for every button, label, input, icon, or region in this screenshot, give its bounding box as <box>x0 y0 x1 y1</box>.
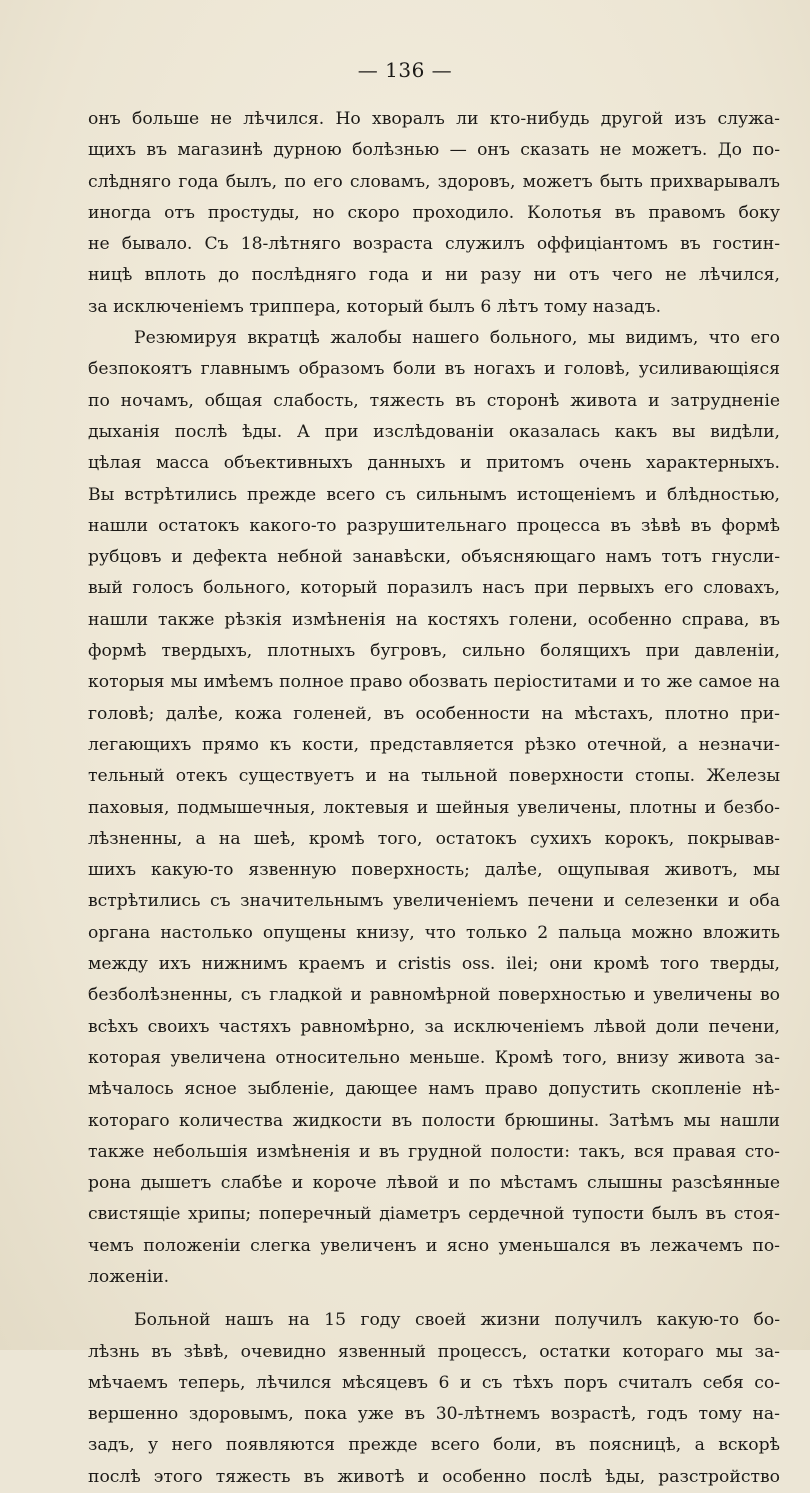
text-line: ложеніи. <box>88 1266 170 1287</box>
body-text <box>88 104 780 1493</box>
text-line: за исключеніемъ триппера, который былъ 6 лѣтъ тому назадъ. <box>88 296 662 317</box>
paragraph <box>88 323 780 1293</box>
text-line: рубцовъ и дефекта небной занавѣски, объясняющаго намъ тотъ гнусли- <box>88 547 780 568</box>
text-line: задъ, у него появляются прежде всего боли, въ поясницѣ, а вскорѣ <box>88 1435 780 1456</box>
text-line: котораго количества жидкости въ полости брюшины. Затѣмъ мы нашли <box>88 1110 780 1131</box>
text-line: не бывало. Съ 18-лѣтняго возраста служилъ оффиціантомъ въ гостин- <box>88 234 780 255</box>
text-line: ницѣ вплоть до послѣдняго года и ни разу ни отъ чего не лѣчился, <box>88 265 780 286</box>
text-line: всѣхъ своихъ частяхъ равномѣрно, за исключеніемъ лѣвой доли печени, <box>88 1016 780 1037</box>
text-line: послѣ этого тяжесть въ животѣ и особенно послѣ ѣды, разстройство <box>88 1466 780 1487</box>
paragraph <box>88 1305 780 1493</box>
text-line: которыя мы имѣемъ полное право обозвать періоститами и то же самое на <box>88 672 780 693</box>
text-line: лѣзненны, а на шеѣ, кромѣ того, остатокъ сухихъ корокъ, покрывав- <box>88 828 780 849</box>
page-number: — 136 — <box>357 58 453 82</box>
text-line: Больной нашъ на 15 году своей жизни получилъ какую-то бо- <box>134 1310 780 1331</box>
text-line: мѣчалось ясное зыбленіе, дающее намъ право допустить скопленіе нѣ- <box>88 1079 780 1100</box>
text-line: чемъ положеніи слегка увеличенъ и ясно уменьшался въ лежачемъ по- <box>88 1235 780 1256</box>
text-line: безпокоятъ главнымъ образомъ боли въ ногахъ и головѣ, усиливающіяся <box>88 359 780 380</box>
text-line: цѣлая масса объективныхъ данныхъ и притомъ очень характерныхъ. <box>88 453 780 474</box>
text-line: тельный отекъ существуетъ и на тыльной поверхности стопы. Железы <box>88 766 780 787</box>
text-line: также небольшія измѣненія и въ грудной полости: такъ, вся правая сто- <box>88 1141 780 1162</box>
text-line: рона дышетъ слабѣе и короче лѣвой и по мѣстамъ слышны разсѣянные <box>88 1173 780 1194</box>
text-line: мѣчаемъ теперь, лѣчился мѣсяцевъ 6 и съ тѣхъ поръ считалъ себя со- <box>88 1372 780 1393</box>
text-line: Вы встрѣтились прежде всего съ сильнымъ истощеніемъ и блѣдностью, <box>88 484 780 505</box>
text-line: лѣзнь въ зѣвѣ, очевидно язвенный процессъ, остатки котораго мы за- <box>88 1341 780 1362</box>
text-line: нашли также рѣзкія измѣненія на костяхъ голени, особенно справа, въ <box>88 609 780 630</box>
text-line: головѣ; далѣе, кожа голеней, въ особенности на мѣстахъ, плотно при- <box>88 703 780 724</box>
text-line: иногда отъ простуды, но скоро проходило. Колотья въ правомъ боку <box>88 202 780 223</box>
text-line: между ихъ нижнимъ краемъ и cristis oss. ilei; они кромѣ того тверды, <box>88 954 780 975</box>
text-line: слѣдняго года былъ, по его словамъ, здоровъ, можетъ быть прихварывалъ <box>88 171 780 192</box>
text-line: которая увеличена относительно меньше. Кромѣ того, внизу живота за- <box>88 1047 780 1068</box>
text-line: вершенно здоровымъ, пока уже въ 30-лѣтнемъ возрастѣ, годъ тому на- <box>88 1404 780 1425</box>
text-line: безболѣзненны, съ гладкой и равномѣрной поверхностью и увеличены во <box>88 985 780 1006</box>
text-line: встрѣтились съ значительнымъ увеличеніемъ печени и селезенки и оба <box>88 891 780 912</box>
text-line: легающихъ прямо къ кости, представляется рѣзко отечной, а незначи- <box>88 734 780 755</box>
text-line: щихъ въ магазинѣ дурною болѣзнью — онъ сказать не можетъ. До по- <box>88 140 780 161</box>
text-line: по ночамъ, общая слабость, тяжесть въ сторонѣ живота и затрудненіе <box>88 390 780 411</box>
text-line: вый голосъ больного, который поразилъ насъ при первыхъ его словахъ, <box>88 578 780 599</box>
text-line: Резюмируя вкратцѣ жалобы нашего больного, мы видимъ, что его <box>134 328 780 349</box>
text-line: онъ больше не лѣчился. Но хворалъ ли кто-нибудь другой изъ служа- <box>88 109 780 129</box>
text-line: нашли остатокъ какого-то разрушительнаго процесса въ зѣвѣ въ формѣ <box>88 515 780 536</box>
text-line: формѣ твердыхъ, плотныхъ бугровъ, сильно болящихъ при давленіи, <box>88 641 780 662</box>
text-line: дыханія послѣ ѣды. А при изслѣдованіи оказалась какъ вы видѣли, <box>88 421 780 442</box>
text-line: органа настолько опущены книзу, что только 2 пальца можно вложить <box>88 922 780 943</box>
text-line: свистящіе хрипы; поперечный діаметръ сердечной тупости былъ въ стоя- <box>88 1204 780 1225</box>
text-line: паховыя, подмышечныя, локтевыя и шейныя увеличены, плотны и безбо- <box>88 797 780 818</box>
text-line: шихъ какую-то язвенную поверхность; далѣе, ощупывая животъ, мы <box>88 860 780 881</box>
paragraph <box>88 104 780 323</box>
paragraph-gap <box>88 1293 780 1305</box>
